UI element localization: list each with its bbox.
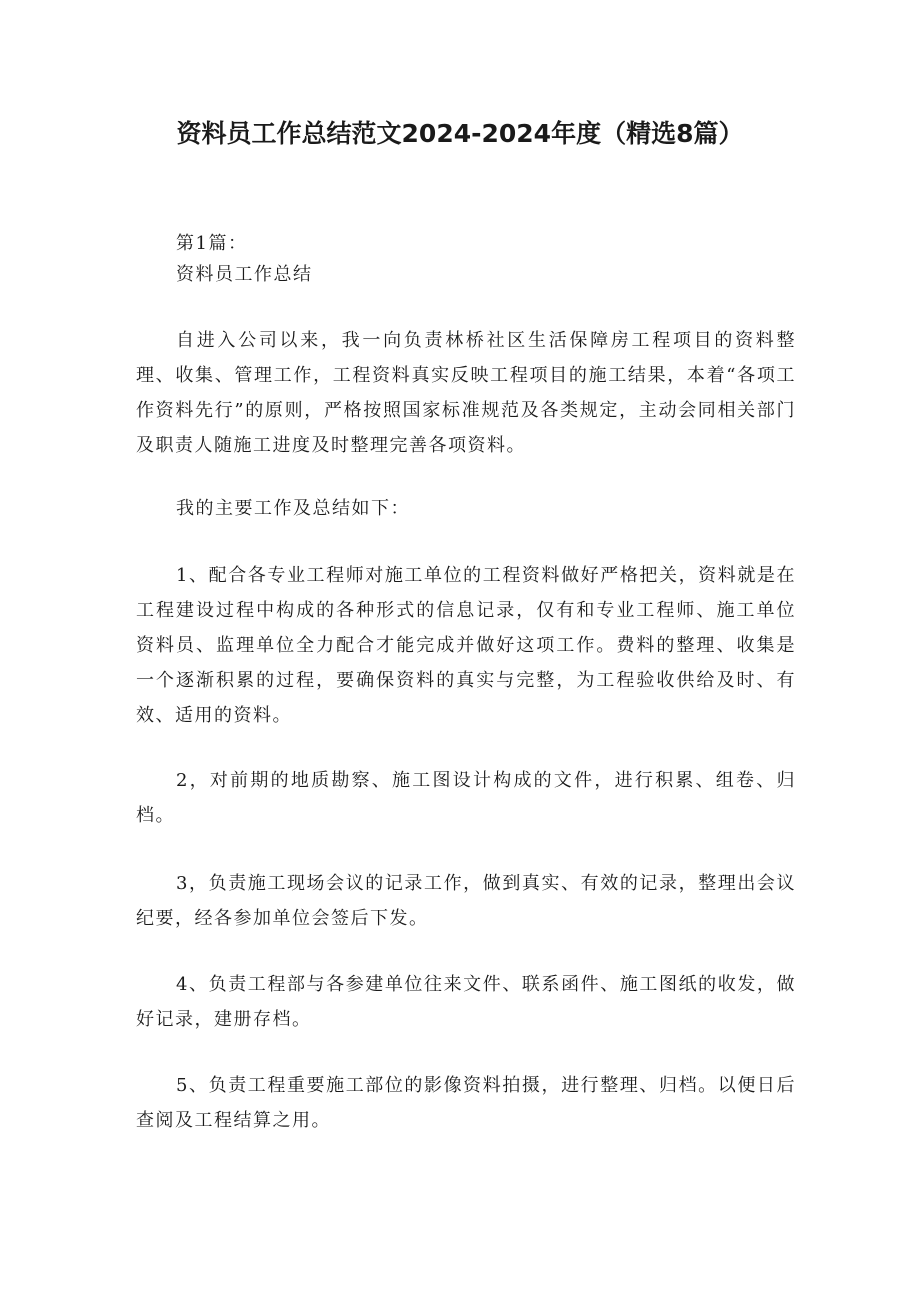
paragraph-item-2: 2，对前期的地质勘察、施工图设计构成的文件，进行积累、组卷、归档。 <box>136 770 796 826</box>
paragraph-item-3: 3，负责施工现场会议的记录工作，做到真实、有效的记录，整理出会议纪要，经各参加单位会签后下发。 <box>136 873 796 929</box>
section-title: 资料员工作总结 <box>176 264 313 285</box>
section-number: 第1篇： <box>176 233 248 254</box>
paragraph-intro: 自进入公司以来，我一向负责林桥社区生活保障房工程项目的资料整理、收集、管理工作，工程资料真实反映工程项目的施工结果，本着“各项工作资料先行”的原则，严格按照国家标准规范及各类规定，主动会同相关部门及职责人随施工进度及时整理完善各项资料。 <box>136 330 796 456</box>
paragraph-summary-lead: 我的主要工作及总结如下： <box>176 498 410 519</box>
paragraph-item-4: 4、负责工程部与各参建单位往来文件、联系函件、施工图纸的收发，做好记录，建册存档。 <box>136 974 796 1030</box>
paragraph-item-5: 5、负责工程重要施工部位的影像资料拍摄，进行整理、归档。以便日后查阅及工程结算之用。 <box>136 1075 796 1131</box>
document-title: 资料员工作总结范文2024-2024年度（精选8篇） <box>176 119 744 148</box>
paragraph-item-1: 1、配合各专业工程师对施工单位的工程资料做好严格把关，资料就是在工程建设过程中构成的各种形式的信息记录，仅有和专业工程师、施工单位资料员、监理单位全力配合才能完成并做好这项工作。费料的整理、收集是一个逐渐积累的过程，要确保资料的真实与完整，为工程验收供给及时、有效、适用的资料。 <box>136 565 796 726</box>
